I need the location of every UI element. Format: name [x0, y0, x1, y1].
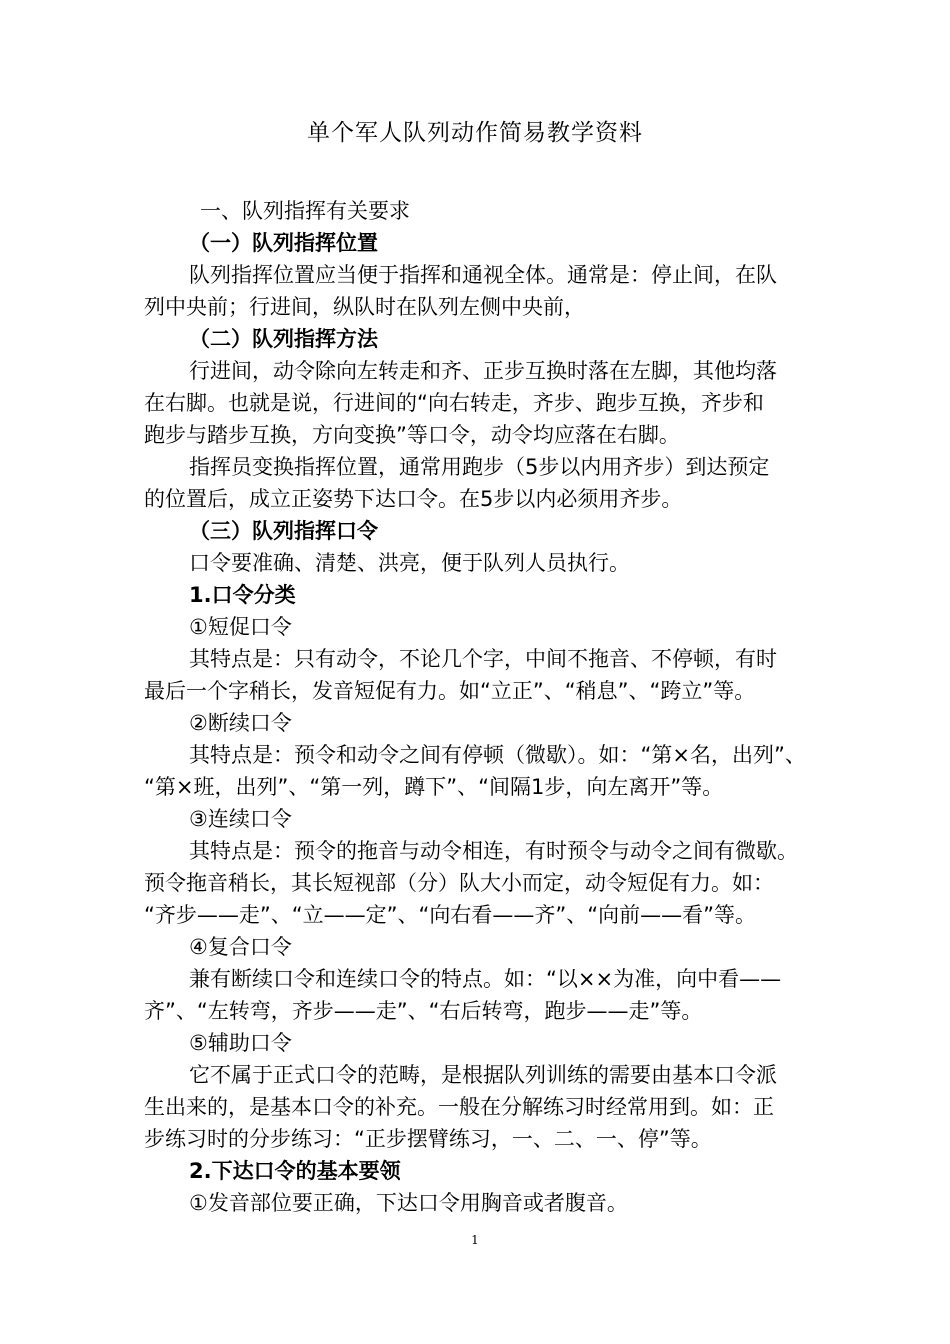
subsection-heading: （三）队列指挥口令 — [189, 519, 378, 543]
document-title: 单个军人队列动作简易教学资料 — [307, 120, 643, 146]
paragraph-line: 预令拖音稍长，其长短视部（分）队大小而定，动令短促有力。如： — [144, 871, 774, 895]
paragraph-line: “第×班，出列”、“第一列，蹲下”、“间隔1步，向左离开”等。 — [144, 775, 724, 799]
paragraph-line: 行进间，动令除向左转走和齐、正步互换时落在左脚，其他均落 — [189, 359, 777, 383]
paragraph-line: 口令要准确、清楚、洪亮，便于队列人员执行。 — [189, 551, 630, 575]
paragraph-line: 生出来的，是基本口令的补充。一般在分解练习时经常用到。如：正 — [144, 1095, 774, 1119]
list-item-heading: ②断续口令 — [189, 711, 292, 735]
paragraph-line: 其特点是：预令和动令之间有停顿（微歇）。如：“第×名，出列”、 — [189, 743, 806, 767]
paragraph-line: 步练习时的分步练习：“正步摆臂练习，一、二、一、停”等。 — [144, 1127, 712, 1151]
paragraph-line: 其特点是：预令的拖音与动令相连，有时预令与动令之间有微歇。 — [189, 839, 798, 863]
list-item-heading: ④复合口令 — [189, 935, 292, 959]
page-number: 1 — [471, 1233, 479, 1247]
list-item-heading: ⑤辅助口令 — [189, 1031, 292, 1055]
numbered-heading: 1.口令分类 — [189, 583, 296, 607]
paragraph-line: 其特点是：只有动令，不论几个字，中间不拖音、不停顿，有时 — [189, 647, 777, 671]
paragraph-line: 队列指挥位置应当便于指挥和通视全体。通常是：停止间，在队 — [189, 263, 777, 287]
paragraph-line: 的位置后，成立正姿势下达口令。在5步以内必须用齐步。 — [144, 487, 683, 511]
list-item-heading: ①短促口令 — [189, 615, 292, 639]
paragraph-line: 最后一个字稍长，发音短促有力。如“立正”、“稍息”、“跨立”等。 — [144, 679, 756, 703]
paragraph-line: “齐步——走”、“立——定”、“向右看——齐”、“向前——看”等。 — [144, 903, 757, 927]
paragraph-line: ①发音部位要正确，下达口令用胸音或者腹音。 — [189, 1191, 628, 1215]
list-item-heading: ③连续口令 — [189, 807, 292, 831]
document-body — [144, 195, 814, 1219]
paragraph-line: 兼有断续口令和连续口令的特点。如：“以××为准，向中看—— — [189, 967, 782, 991]
paragraph-line: 指挥员变换指挥位置，通常用跑步（5步以内用齐步）到达预定 — [189, 455, 770, 479]
section-heading: 一、队列指挥有关要求 — [200, 199, 410, 223]
paragraph-line: 列中央前；行进间，纵队时在队列左侧中央前， — [144, 295, 585, 319]
paragraph-line: 跑步与踏步互换，方向变换”等口令，动令均应落在右脚。 — [144, 423, 680, 447]
subsection-heading: （一）队列指挥位置 — [189, 231, 378, 255]
paragraph-line: 它不属于正式口令的范畴，是根据队列训练的需要由基本口令派 — [189, 1063, 777, 1087]
paragraph-line: 齐”、“左转弯，齐步——走”、“右后转弯，跑步——走”等。 — [144, 999, 703, 1023]
paragraph-line: 在右脚。也就是说，行进间的“向右转走，齐步、跑步互换，齐步和 — [144, 391, 764, 415]
subsection-heading: （二）队列指挥方法 — [189, 327, 378, 351]
numbered-heading: 2.下达口令的基本要领 — [189, 1159, 401, 1183]
